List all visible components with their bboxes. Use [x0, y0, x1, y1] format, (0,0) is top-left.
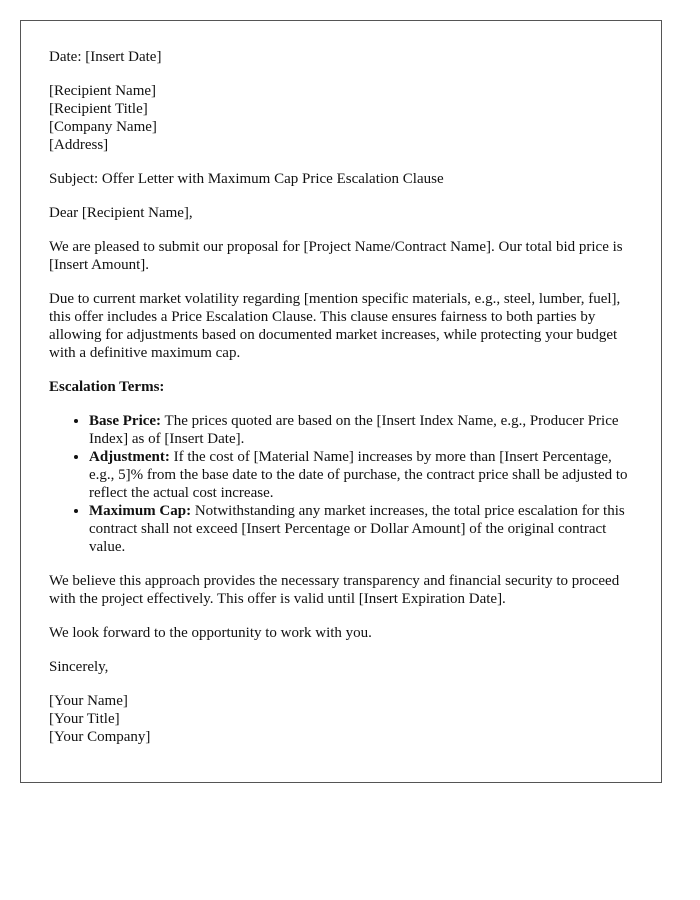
recipient-title: [Recipient Title]: [49, 101, 148, 117]
term-label: Base Price:: [89, 413, 162, 429]
subject-line: Subject: Offer Letter with Maximum Cap Price Escalation Clause: [49, 171, 444, 187]
paragraph-transparency: We believe this approach provides the necessary transparency and financial security to proceed with the project effectively. This offer is valid until [Insert Expiration Date].: [49, 573, 620, 607]
term-label: Maximum Cap:: [89, 503, 192, 519]
paragraph-intro: We are pleased to submit our proposal for [Project Name/Contract Name]. Our total bid price is [Insert Amount].: [49, 239, 623, 273]
recipient-address: [Address]: [49, 137, 109, 153]
date-line: Date: [Insert Date]: [49, 49, 162, 65]
letter: [20, 20, 662, 783]
term-base-price: [89, 412, 634, 448]
recipient-name: [Recipient Name]: [49, 83, 157, 99]
term-label: Adjustment:: [89, 449, 170, 465]
term-maximum-cap: [89, 502, 634, 556]
term-adjustment: [89, 448, 634, 502]
sender-company: [Your Company]: [49, 729, 151, 745]
paragraph-volatility: Due to current market volatility regarding [mention specific materials, e.g., steel, lumber, fuel], this offer includes a Price Escalation Clause. This clause ensures fairness to both parties by allowing for adjustments based on documented market increases, while protecting your budget with a definitive maximum cap.: [49, 291, 621, 361]
recipient-company: [Company Name]: [49, 119, 157, 135]
closing: Sincerely,: [49, 659, 109, 675]
sender-name: [Your Name]: [49, 693, 128, 709]
terms-heading: [49, 378, 634, 396]
terms-list: [49, 412, 634, 556]
salutation: Dear [Recipient Name],: [49, 205, 193, 221]
paragraph-closing: We look forward to the opportunity to work with you.: [49, 625, 372, 641]
sender-title: [Your Title]: [49, 711, 120, 727]
term-text: Notwithstanding any market increases, the total price escalation for this contract shall not exceed [Insert Percentage or Dollar Amount] of the original contract value.: [89, 503, 625, 555]
term-text: The prices quoted are based on the [Insert Index Name, e.g., Producer Price Index] as of [Insert Date].: [89, 413, 619, 447]
terms-heading-text: Escalation Terms:: [49, 379, 165, 395]
sender-block: [49, 692, 634, 746]
recipient-block: [49, 82, 634, 154]
term-text: If the cost of [Material Name] increases by more than [Insert Percentage, e.g., 5]% from the base date to the date of purchase, the contract price shall be adjusted to reflect the actual cost increase.: [89, 449, 628, 501]
